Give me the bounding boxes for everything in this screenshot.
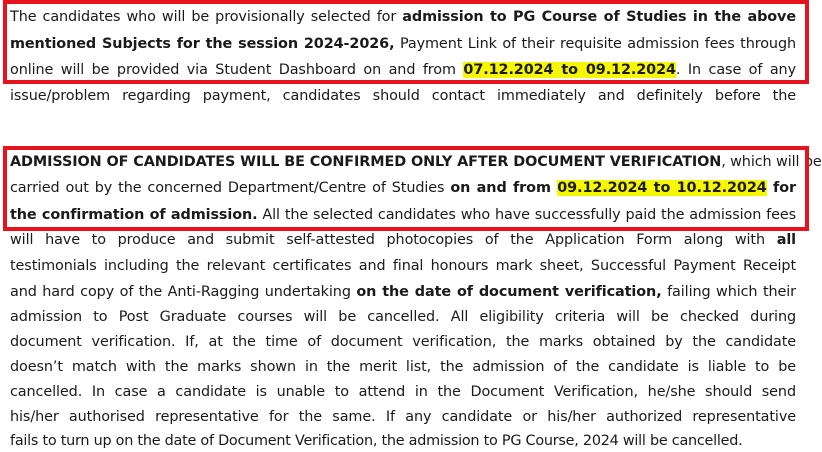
text-line: [10, 356, 796, 378]
text-line: [10, 281, 796, 303]
text-run: his/her authorised representative for the same. If any candidate or his/her authorized representative: [10, 409, 796, 425]
text-run: document verification. If, at the time of document verification, the marks obtained by the candidate: [10, 334, 796, 350]
text-run: cancelled. In case a candidate is unable to attend in the Document Verification, he/she should send: [10, 384, 796, 400]
text-line: [10, 255, 796, 277]
text-line: [10, 151, 822, 173]
text-line: [10, 33, 796, 55]
text-run: doesn’t match with the marks shown in the merit list, the admission of the candidate is liable to be: [10, 359, 796, 375]
bold-text: the confirmation of admission.: [10, 207, 258, 223]
bold-text: ADMISSION OF CANDIDATES WILL BE CONFIRMED ONLY AFTER DOCUMENT VERIFICATION: [10, 154, 722, 170]
text-run: The candidates who will be provisionally selected for: [10, 9, 403, 25]
text-run: All the selected candidates who have successfully paid the admission fees: [257, 207, 796, 223]
text-run: fails to turn up on the date of Document Verification, the admission to PG Course, 2024 will be cancelled.: [10, 433, 743, 449]
text-line: [10, 85, 796, 107]
highlighted-date: 07.12.2024 to 09.12.2024: [463, 62, 676, 78]
bold-text: all: [776, 232, 796, 248]
text-run: carried out by the concerned Department/Centre of Studies: [10, 180, 451, 196]
bold-text: for: [766, 180, 796, 196]
text-run: and hard copy of the Anti-Ragging undertaking: [10, 284, 357, 300]
text-line: [10, 177, 796, 199]
text-line: [10, 331, 796, 353]
text-line: [10, 430, 796, 452]
text-line: [10, 306, 796, 328]
bold-text: mentioned Subjects for the session 2024-2026,: [10, 36, 395, 52]
highlighted-date: 09.12.2024 to 10.12.2024: [557, 180, 767, 196]
text-line: [10, 59, 796, 81]
text-run: will have to produce and submit self-attested photocopies of the Application Form along with: [10, 232, 777, 248]
text-run: failing which their: [661, 284, 796, 300]
bold-text: admission to PG Course of Studies in the above: [402, 9, 796, 25]
text-run: admission to Post Graduate courses will be cancelled. All eligibility criteria will be checked during: [10, 309, 796, 325]
text-run: Payment Link of their requisite admission fees through: [394, 36, 797, 52]
bold-text: on the date of document verification,: [356, 284, 662, 300]
text-run: testimonials including the relevant certificates and final honours mark sheet, Successful Payment Receipt: [10, 258, 796, 274]
text-line: [10, 381, 796, 403]
text-run: , which will be: [721, 154, 822, 170]
text-line: [10, 406, 796, 428]
bold-text: on and from: [450, 180, 558, 196]
text-line: [10, 204, 796, 226]
text-run: online will be provided via Student Dashboard on and from: [10, 62, 464, 78]
text-line: [10, 6, 796, 28]
text-run: . In case of any: [675, 62, 796, 78]
text-line: [10, 229, 796, 251]
text-run: issue/problem regarding payment, candidates should contact immediately and definitely before the: [10, 88, 796, 104]
